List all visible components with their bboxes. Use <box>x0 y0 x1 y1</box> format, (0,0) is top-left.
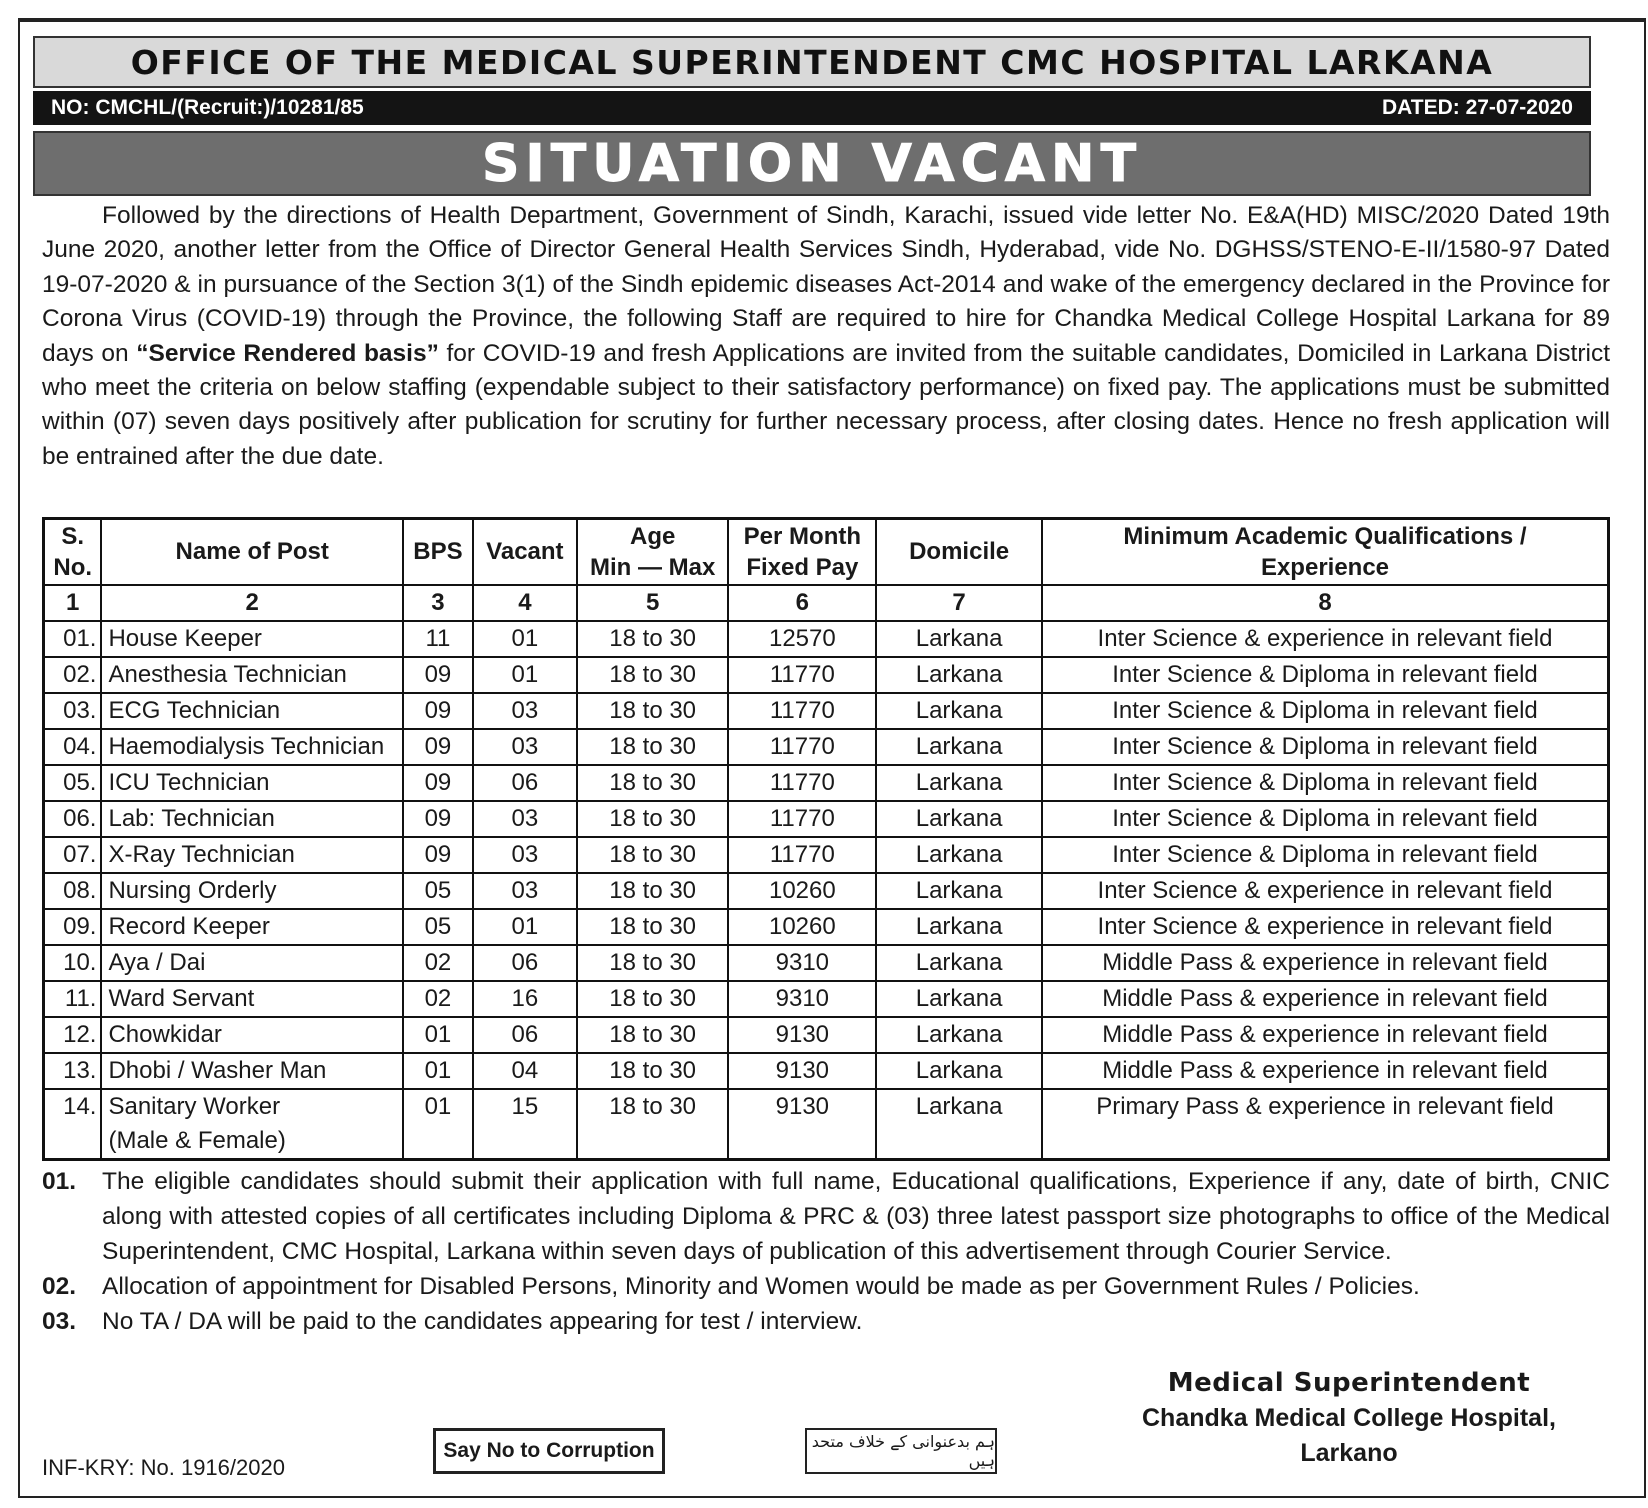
cell-vacant: 04 <box>473 1053 577 1089</box>
cell-domicile: Larkana <box>876 801 1042 837</box>
cell-vacant: 03 <box>473 693 577 729</box>
cell-bps: 09 <box>403 729 473 765</box>
note-number: 02. <box>42 1273 77 1300</box>
cell-age: 18 to 30 <box>577 801 729 837</box>
table-row <box>44 945 1609 981</box>
cell-vacant: 01 <box>473 621 577 657</box>
note-text: The eligible candidates should submit their application with full name, Educational qualifications, Experience if any, date of birth, CNIC along with attested copies of all certificates including Diploma & PRC & (03) three latest passport size photographs to office of the Medical Superintendent, CMC Hospital, Larkana within seven days of publication of this advertisement through Courier Service. <box>102 1168 1610 1265</box>
cell-sno: 06. <box>44 801 102 837</box>
cell-post: X-Ray Technician <box>101 837 402 873</box>
signature-line-1: Chandka Medical College Hospital, <box>1142 1404 1556 1432</box>
cell-domicile: Larkana <box>876 1053 1042 1089</box>
table-row <box>44 873 1609 909</box>
cell-sno: 02. <box>44 657 102 693</box>
cell-qualification: Inter Science & Diploma in relevant field <box>1042 837 1609 873</box>
cell-pay: 11770 <box>728 837 876 873</box>
cell-vacant: 06 <box>473 945 577 981</box>
cell-pay: 11770 <box>728 693 876 729</box>
cell-post: Lab: Technician <box>101 801 402 837</box>
table-row <box>44 693 1609 729</box>
cell-domicile: Larkana <box>876 1089 1042 1160</box>
cell-sno: 01. <box>44 621 102 657</box>
cell-pay: 10260 <box>728 873 876 909</box>
cell-qualification: Inter Science & experience in relevant field <box>1042 909 1609 945</box>
cell-pay: 9130 <box>728 1089 876 1160</box>
cell-age: 18 to 30 <box>577 873 729 909</box>
cell-vacant: 03 <box>473 873 577 909</box>
cell-bps: 09 <box>403 693 473 729</box>
cell-post: Record Keeper <box>101 909 402 945</box>
cell-age: 18 to 30 <box>577 945 729 981</box>
header-vacant: Vacant <box>473 519 577 585</box>
signature-block <box>1084 1366 1614 1471</box>
cell-vacant: 03 <box>473 837 577 873</box>
situation-vacant-banner <box>33 131 1591 196</box>
notes-list <box>42 1164 1610 1339</box>
cell-sno: 14. <box>44 1089 102 1160</box>
cell-sno: 07. <box>44 837 102 873</box>
reference-bar <box>33 91 1591 125</box>
table-row <box>44 981 1609 1017</box>
table-header-row <box>44 519 1609 585</box>
cell-post: ICU Technician <box>101 765 402 801</box>
cell-qualification: Inter Science & experience in relevant field <box>1042 621 1609 657</box>
cell-sno: 03. <box>44 693 102 729</box>
cell-pay: 9130 <box>728 1017 876 1053</box>
say-no-to-corruption-badge: Say No to Corruption <box>433 1428 665 1474</box>
cell-qualification: Inter Science & Diploma in relevant field <box>1042 729 1609 765</box>
intro-text-1: Followed by the directions of Health Department, Government of Sindh, Karachi, issued vide letter No. E&A(HD) MISC/2020 Dated 19th June 2020, another letter from the Office of Director General Health Services Sindh, Hyderabad, vide No. DGHSS/STENO-E-II/1580-97 Dated 19-07-2020 & in pursuance of the Section 3(1) of the Sindh epidemic diseases Act-2014 and wake of the emergency declared in the Province for Corona Virus (COVID-19) through the Province, the following Staff are required to hire for Chandka Medical College Hospital Larkana for 89 days on <box>42 202 1610 367</box>
signature-title: Medical Superintendent <box>1167 1368 1531 1398</box>
cell-domicile: Larkana <box>876 981 1042 1017</box>
cell-qualification: Inter Science & experience in relevant field <box>1042 873 1609 909</box>
cell-pay: 11770 <box>728 729 876 765</box>
cell-post: Haemodialysis Technician <box>101 729 402 765</box>
cell-bps: 05 <box>403 909 473 945</box>
cell-post: Aya / Dai <box>101 945 402 981</box>
cell-domicile: Larkana <box>876 909 1042 945</box>
note-item <box>42 1304 1610 1339</box>
note-number: 01. <box>42 1168 77 1195</box>
cell-post: ECG Technician <box>101 693 402 729</box>
cell-pay: 11770 <box>728 765 876 801</box>
header-qualification: Minimum Academic Qualifications / Experience <box>1042 519 1609 585</box>
cell-qualification: Primary Pass & experience in relevant field <box>1042 1089 1609 1160</box>
column-number: 8 <box>1042 585 1609 621</box>
note-text: No TA / DA will be paid to the candidates appearing for test / interview. <box>102 1308 863 1335</box>
cell-post: Chowkidar <box>101 1017 402 1053</box>
table-row <box>44 657 1609 693</box>
note-number: 03. <box>42 1308 77 1335</box>
cell-age: 18 to 30 <box>577 657 729 693</box>
table-row <box>44 1017 1609 1053</box>
cell-pay: 12570 <box>728 621 876 657</box>
cell-domicile: Larkana <box>876 693 1042 729</box>
signature-line-2: Larkano <box>1300 1439 1398 1467</box>
cell-bps: 09 <box>403 801 473 837</box>
cell-vacant: 06 <box>473 765 577 801</box>
cell-qualification: Inter Science & Diploma in relevant field <box>1042 657 1609 693</box>
banner-title: SITUATION VACANT <box>481 133 1143 194</box>
cell-domicile: Larkana <box>876 873 1042 909</box>
cell-bps: 01 <box>403 1053 473 1089</box>
column-number: 1 <box>44 585 102 621</box>
office-title: OFFICE OF THE MEDICAL SUPERINTENDENT CMC HOSPITAL LARKANA <box>130 42 1494 82</box>
cell-domicile: Larkana <box>876 621 1042 657</box>
column-number: 7 <box>876 585 1042 621</box>
cell-age: 18 to 30 <box>577 693 729 729</box>
table-row <box>44 1053 1609 1089</box>
note-item <box>42 1164 1610 1269</box>
cell-sno: 04. <box>44 729 102 765</box>
cell-sno: 11. <box>44 981 102 1017</box>
cell-post: House Keeper <box>101 621 402 657</box>
cell-vacant: 15 <box>473 1089 577 1160</box>
cell-vacant: 03 <box>473 729 577 765</box>
header-sno: S. No. <box>44 519 102 585</box>
cell-bps: 09 <box>403 837 473 873</box>
cell-pay: 9310 <box>728 981 876 1017</box>
header-domicile: Domicile <box>876 519 1042 585</box>
cell-qualification: Middle Pass & experience in relevant field <box>1042 1053 1609 1089</box>
cell-post: Dhobi / Washer Man <box>101 1053 402 1089</box>
cell-domicile: Larkana <box>876 729 1042 765</box>
cell-age: 18 to 30 <box>577 909 729 945</box>
table-row <box>44 801 1609 837</box>
cell-qualification: Inter Science & Diploma in relevant field <box>1042 693 1609 729</box>
cell-sno: 08. <box>44 873 102 909</box>
cell-domicile: Larkana <box>876 945 1042 981</box>
note-item <box>42 1269 1610 1304</box>
intro-bold: “Service Rendered basis” <box>136 339 439 367</box>
table-row <box>44 621 1609 657</box>
cell-pay: 11770 <box>728 657 876 693</box>
cell-pay: 11770 <box>728 801 876 837</box>
cell-qualification: Middle Pass & experience in relevant field <box>1042 981 1609 1017</box>
intro-paragraph <box>42 199 1610 474</box>
cell-age: 18 to 30 <box>577 1089 729 1160</box>
cell-bps: 09 <box>403 765 473 801</box>
cell-qualification: Middle Pass & experience in relevant field <box>1042 1017 1609 1053</box>
inf-reference: INF-KRY: No. 1916/2020 <box>42 1455 285 1480</box>
cell-sno: 09. <box>44 909 102 945</box>
column-number: 6 <box>728 585 876 621</box>
cell-vacant: 01 <box>473 657 577 693</box>
cell-sno: 10. <box>44 945 102 981</box>
cell-vacant: 06 <box>473 1017 577 1053</box>
cell-sno: 13. <box>44 1053 102 1089</box>
cell-domicile: Larkana <box>876 837 1042 873</box>
cell-sno: 05. <box>44 765 102 801</box>
dated: DATED: 27-07-2020 <box>1381 96 1573 119</box>
cell-post: Nursing Orderly <box>101 873 402 909</box>
cell-pay: 9130 <box>728 1053 876 1089</box>
cell-qualification: Inter Science & Diploma in relevant field <box>1042 801 1609 837</box>
cell-pay: 10260 <box>728 909 876 945</box>
cell-bps: 01 <box>403 1089 473 1160</box>
cell-age: 18 to 30 <box>577 621 729 657</box>
cell-domicile: Larkana <box>876 657 1042 693</box>
header-post: Name of Post <box>101 519 402 585</box>
cell-post: Sanitary Worker (Male & Female) <box>101 1089 402 1160</box>
cell-post: Anesthesia Technician <box>101 657 402 693</box>
header-bps: BPS <box>403 519 473 585</box>
cell-domicile: Larkana <box>876 765 1042 801</box>
cell-vacant: 03 <box>473 801 577 837</box>
column-number: 3 <box>403 585 473 621</box>
cell-age: 18 to 30 <box>577 981 729 1017</box>
header-age: Age Min — Max <box>577 519 729 585</box>
cell-pay: 9310 <box>728 945 876 981</box>
column-number: 5 <box>577 585 729 621</box>
urdu-slogan-badge: ہم بدعنوانی کے خلاف متحد ہیں <box>805 1428 997 1474</box>
cell-qualification: Middle Pass & experience in relevant field <box>1042 945 1609 981</box>
cell-age: 18 to 30 <box>577 1053 729 1089</box>
cell-age: 18 to 30 <box>577 765 729 801</box>
cell-age: 18 to 30 <box>577 1017 729 1053</box>
cell-domicile: Larkana <box>876 1017 1042 1053</box>
note-text: Allocation of appointment for Disabled Persons, Minority and Women would be made as per Government Rules / Policies. <box>102 1273 1420 1300</box>
column-number: 4 <box>473 585 577 621</box>
cell-age: 18 to 30 <box>577 729 729 765</box>
reference-number: NO: CMCHL/(Recruit:)/10281/85 <box>51 96 364 119</box>
table-row <box>44 837 1609 873</box>
table-row <box>44 729 1609 765</box>
posts-table <box>42 517 1610 1161</box>
column-number-row <box>44 585 1609 621</box>
cell-bps: 01 <box>403 1017 473 1053</box>
table-row <box>44 1089 1609 1160</box>
cell-age: 18 to 30 <box>577 837 729 873</box>
cell-post: Ward Servant <box>101 981 402 1017</box>
column-number: 2 <box>101 585 402 621</box>
table-row <box>44 765 1609 801</box>
cell-vacant: 16 <box>473 981 577 1017</box>
table-row <box>44 909 1609 945</box>
cell-qualification: Inter Science & Diploma in relevant field <box>1042 765 1609 801</box>
intro-text-2: for COVID-19 and fresh Applications are invited from the suitable candidates, Domiciled in Larkana District who meet the criteria on below staffing (expendable subject to their satisfactory performance) on fixed pay. The applications must be submitted within (07) seven days positively after publication for scrutiny for further necessary process, after closing dates. Hence no fresh application will be entrained after the due date. <box>42 339 1611 470</box>
cell-bps: 09 <box>403 657 473 693</box>
cell-sno: 12. <box>44 1017 102 1053</box>
office-header <box>33 36 1591 88</box>
cell-bps: 11 <box>403 621 473 657</box>
cell-bps: 05 <box>403 873 473 909</box>
header-pay: Per Month Fixed Pay <box>728 519 876 585</box>
cell-vacant: 01 <box>473 909 577 945</box>
cell-bps: 02 <box>403 945 473 981</box>
cell-bps: 02 <box>403 981 473 1017</box>
